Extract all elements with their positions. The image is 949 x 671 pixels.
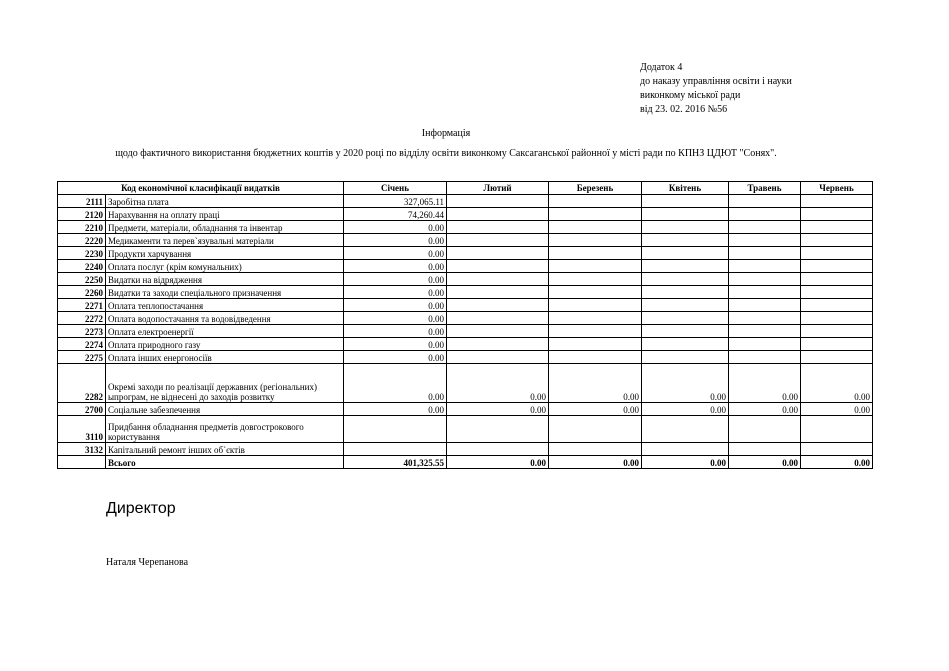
row-value (549, 443, 642, 456)
column-header: Код економічної класифікації видатків (58, 182, 344, 195)
row-name: Продукти харчування (106, 247, 344, 260)
row-name: Нарахування на оплату праці (106, 208, 344, 221)
row-value (801, 221, 873, 234)
addendum-line: Додаток 4 (640, 62, 683, 73)
document-subtitle: щодо фактичного використання бюджетних коштів у 2020 році по відділу освіти виконкому Саксаганської районної у місті ради по КПНЗ ЦДЮТ "Сонях". (115, 148, 777, 159)
row-value: 0.00 (549, 364, 642, 403)
table-row (58, 351, 873, 364)
row-value (549, 351, 642, 364)
row-value (549, 195, 642, 208)
row-value (549, 221, 642, 234)
row-name: Окремі заходи по реалізації державних (регіональних) ыпрограм, не віднесені до заходів розвитку (106, 364, 344, 403)
row-value (801, 273, 873, 286)
row-value (729, 208, 801, 221)
row-value (447, 221, 549, 234)
table-row (58, 338, 873, 351)
row-value (447, 247, 549, 260)
row-value: 0.00 (344, 247, 447, 260)
row-value (549, 338, 642, 351)
addendum-line: від 23. 02. 2016 №56 (640, 104, 728, 115)
row-value (729, 273, 801, 286)
total-value: 401,325.55 (344, 456, 447, 469)
row-value: 0.00 (344, 260, 447, 273)
row-value: 0.00 (801, 403, 873, 416)
table-row (58, 403, 873, 416)
row-value: 0.00 (344, 286, 447, 299)
row-value: 0.00 (344, 325, 447, 338)
row-value (729, 325, 801, 338)
row-value (729, 416, 801, 443)
row-value: 0.00 (447, 403, 549, 416)
row-value: 0.00 (729, 364, 801, 403)
column-header: Січень (344, 182, 447, 195)
row-value (549, 299, 642, 312)
row-value: 0.00 (729, 403, 801, 416)
row-value (801, 312, 873, 325)
row-code: 2111 (58, 195, 106, 208)
row-value (549, 312, 642, 325)
row-value (729, 195, 801, 208)
row-name: Заробітна плата (106, 195, 344, 208)
row-value: 0.00 (642, 403, 729, 416)
row-value (447, 325, 549, 338)
row-value (642, 234, 729, 247)
row-value (642, 443, 729, 456)
table-header-row (58, 182, 873, 195)
row-code: 2260 (58, 286, 106, 299)
row-value: 0.00 (344, 364, 447, 403)
row-name: Капітальний ремонт інших об`єктів (106, 443, 344, 456)
row-value (642, 351, 729, 364)
row-value (642, 247, 729, 260)
document-title: Інформація (421, 128, 471, 139)
total-value: 0.00 (549, 456, 642, 469)
row-code: 2250 (58, 273, 106, 286)
row-value (801, 325, 873, 338)
row-value (447, 299, 549, 312)
row-name: Соціальне забезпечення (106, 403, 344, 416)
row-value: 0.00 (344, 273, 447, 286)
row-value: 0.00 (344, 234, 447, 247)
row-value: 0.00 (447, 364, 549, 403)
row-code: 2273 (58, 325, 106, 338)
row-code: 2220 (58, 234, 106, 247)
row-value: 0.00 (344, 351, 447, 364)
row-value: 0.00 (344, 338, 447, 351)
row-name: Оплата інших енергоносіїв (106, 351, 344, 364)
row-value (801, 247, 873, 260)
column-header: Квітень (642, 182, 729, 195)
table-row (58, 247, 873, 260)
row-value (729, 221, 801, 234)
row-value (729, 247, 801, 260)
total-value: 0.00 (729, 456, 801, 469)
total-value: 0.00 (447, 456, 549, 469)
addendum-block (640, 61, 792, 117)
row-code: 2272 (58, 312, 106, 325)
column-header: Червень (801, 182, 873, 195)
total-value: 0.00 (642, 456, 729, 469)
table-row (58, 443, 873, 456)
row-value (447, 286, 549, 299)
row-value (642, 312, 729, 325)
table-row (58, 364, 873, 403)
budget-table (57, 181, 873, 469)
row-value (447, 312, 549, 325)
row-value (729, 286, 801, 299)
row-value (729, 234, 801, 247)
row-value: 0.00 (344, 312, 447, 325)
row-value: 0.00 (801, 364, 873, 403)
row-name: Оплата водопостачання та водовідведення (106, 312, 344, 325)
table-row (58, 312, 873, 325)
row-value (801, 299, 873, 312)
row-name: Видатки на відрядження (106, 273, 344, 286)
row-code: 2240 (58, 260, 106, 273)
row-value: 0.00 (344, 403, 447, 416)
row-value (801, 351, 873, 364)
row-name: Оплата природного газу (106, 338, 344, 351)
row-name: Медикаменти та перев`язувальні матеріали (106, 234, 344, 247)
row-value (801, 443, 873, 456)
row-value (344, 443, 447, 456)
row-value (642, 299, 729, 312)
row-value (642, 208, 729, 221)
row-value (642, 260, 729, 273)
row-code: 2700 (58, 403, 106, 416)
row-value (729, 338, 801, 351)
row-value (801, 416, 873, 443)
row-name: Оплата теплопостачання (106, 299, 344, 312)
row-value (549, 234, 642, 247)
row-code: 3110 (58, 416, 106, 443)
addendum-line: до наказу управління освіти і науки (640, 76, 792, 87)
table-row (58, 416, 873, 443)
column-header: Березень (549, 182, 642, 195)
row-value (447, 443, 549, 456)
row-code: 2271 (58, 299, 106, 312)
row-value (447, 351, 549, 364)
row-value (642, 286, 729, 299)
table-row (58, 234, 873, 247)
column-header: Лютий (447, 182, 549, 195)
row-code: 2230 (58, 247, 106, 260)
row-value: 0.00 (642, 364, 729, 403)
row-value (801, 286, 873, 299)
row-value (801, 208, 873, 221)
row-code: 3132 (58, 443, 106, 456)
row-value: 74,260.44 (344, 208, 447, 221)
total-row (58, 456, 873, 469)
signer-name: Наталя Черепанова (106, 557, 189, 568)
row-value (801, 260, 873, 273)
row-value (549, 286, 642, 299)
row-value (447, 260, 549, 273)
table-row (58, 221, 873, 234)
row-value (801, 234, 873, 247)
row-value (642, 416, 729, 443)
row-value: 0.00 (344, 221, 447, 234)
addendum-line: виконкому міської ради (640, 90, 741, 101)
row-value (729, 299, 801, 312)
row-value (447, 416, 549, 443)
row-value (447, 195, 549, 208)
row-code: 2210 (58, 221, 106, 234)
row-name: Оплата електроенергії (106, 325, 344, 338)
row-value (729, 351, 801, 364)
total-value: 0.00 (801, 456, 873, 469)
total-code-cell (58, 456, 106, 469)
row-name: Оплата послуг (крім комунальних) (106, 260, 344, 273)
row-code: 2282 (58, 364, 106, 403)
row-value (729, 312, 801, 325)
table-row (58, 260, 873, 273)
row-value (642, 221, 729, 234)
table-row (58, 286, 873, 299)
row-value (447, 234, 549, 247)
table-row (58, 325, 873, 338)
row-value (549, 325, 642, 338)
row-name: Предмети, матеріали, обладнання та інвентар (106, 221, 344, 234)
column-header: Травень (729, 182, 801, 195)
row-value (549, 260, 642, 273)
row-code: 2274 (58, 338, 106, 351)
table-row (58, 299, 873, 312)
row-name: Придбання обладнання предметів довгострокового користування (106, 416, 344, 443)
table-row (58, 195, 873, 208)
row-value (447, 208, 549, 221)
row-value (642, 338, 729, 351)
row-value (447, 338, 549, 351)
row-name: Видатки та заходи спеціального призначення (106, 286, 344, 299)
row-value: 0.00 (549, 403, 642, 416)
row-value: 0.00 (344, 299, 447, 312)
total-label: Всього (106, 456, 344, 469)
row-value (729, 443, 801, 456)
row-value (729, 260, 801, 273)
row-value (549, 208, 642, 221)
row-value (642, 195, 729, 208)
director-title: Директор (106, 500, 176, 517)
row-code: 2120 (58, 208, 106, 221)
row-value (549, 247, 642, 260)
row-value (801, 195, 873, 208)
row-value (642, 273, 729, 286)
row-value: 327,065.11 (344, 195, 447, 208)
row-value (447, 273, 549, 286)
row-value (549, 273, 642, 286)
row-value (549, 416, 642, 443)
row-value (642, 325, 729, 338)
row-value (801, 338, 873, 351)
table-row (58, 273, 873, 286)
table-row (58, 208, 873, 221)
row-value (344, 416, 447, 443)
row-code: 2275 (58, 351, 106, 364)
